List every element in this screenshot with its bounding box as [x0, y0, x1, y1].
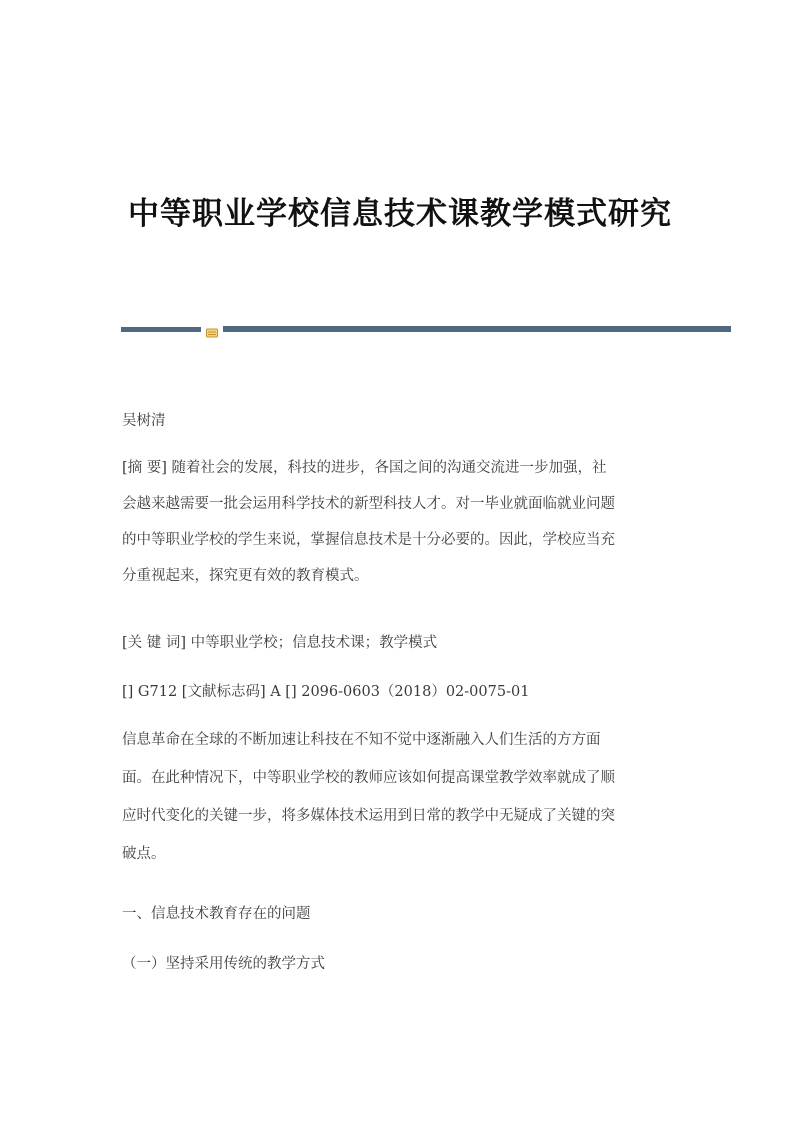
intro-line: 应时代变化的关键一步，将多媒体技术运用到日常的教学中无疑成了关键的突	[122, 808, 615, 824]
page-title: 中等职业学校信息技术课教学模式研究	[128, 196, 672, 232]
abstract	[122, 450, 682, 594]
keywords: [关 键 词] 中等职业学校；信息技术课；教学模式	[122, 635, 438, 651]
intro-line: 破点。	[122, 846, 166, 862]
intro-line: 面。在此种情况下，中等职业学校的教师应该如何提高课堂教学效率就成了顺	[122, 770, 615, 786]
divider-left-segment	[121, 327, 201, 332]
abstract-line: 的中等职业学校的学生来说，掌握信息技术是十分必要的。因此，学校应当充	[122, 532, 615, 548]
title-divider	[121, 325, 731, 333]
classification: [] G712 [文献标志码] A [] 2096-0603（2018）02-0075-01	[122, 684, 530, 700]
subsection-heading: （一）坚持采用传统的教学方式	[122, 956, 325, 972]
abstract-line: 会越来越需要一批会运用科学技术的新型科技人才。对一毕业就面临就业问题	[122, 496, 615, 512]
author: 吴树清	[122, 413, 166, 429]
intro-paragraph	[122, 721, 682, 873]
abstract-line: [摘 要] 随着社会的发展，科技的进步，各国之间的沟通交流进一步加强，社	[122, 460, 607, 476]
section-heading: 一、信息技术教育存在的问题	[122, 906, 311, 922]
divider-right-segment	[223, 326, 731, 332]
abstract-line: 分重视起来，探究更有效的教育模式。	[122, 568, 369, 584]
folder-icon	[206, 323, 218, 333]
intro-line: 信息革命在全球的不断加速让科技在不知不觉中逐渐融入人们生活的方方面	[122, 732, 601, 748]
